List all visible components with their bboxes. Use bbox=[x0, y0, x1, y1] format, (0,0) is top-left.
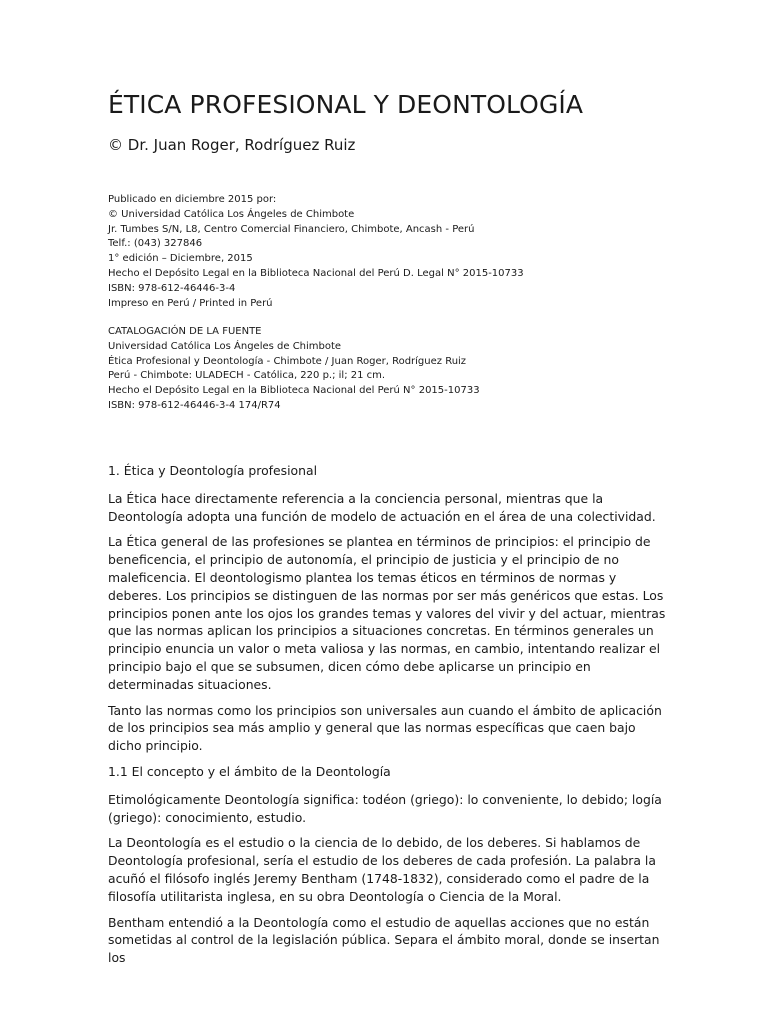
cataloging-info bbox=[108, 325, 480, 414]
publication-line: Telf.: (043) 327846 bbox=[108, 238, 203, 250]
cataloging-line: Universidad Católica Los Ángeles de Chimbote bbox=[108, 340, 342, 352]
cataloging-line: Hecho el Depósito Legal en la Biblioteca Nacional del Perú N° 2015-10733 bbox=[108, 385, 480, 397]
publication-line: Hecho el Depósito Legal en la Biblioteca Nacional del Perú D. Legal N° 2015-10733 bbox=[108, 267, 524, 279]
paragraph: La Ética hace directamente referencia a la conciencia personal, mientras que la Deontología adopta una función de modelo de actuación en el área de una colectividad. bbox=[108, 490, 656, 524]
author-line: © Dr. Juan Roger, Rodríguez Ruiz bbox=[108, 136, 356, 154]
publication-line: ISBN: 978-612-46446-3-4 bbox=[108, 282, 236, 294]
paragraph: La Deontología es el estudio o la ciencia de lo debido, de los deberes. Si hablamos de Deontología profesional, sería el estudio de los deberes de cada profesión. La palabra la acuñó el filósofo inglés Jeremy Bentham (1748-1832), considerado como el padre de la filosofía utilitarista inglesa, en su obra Deontología o Ciencia de la Moral. bbox=[108, 835, 656, 904]
publication-info bbox=[108, 193, 524, 311]
publication-line: © Universidad Católica Los Ángeles de Chimbote bbox=[108, 208, 355, 220]
cataloging-line: Perú - Chimbote: ULADECH - Católica, 220 p.; il; 21 cm. bbox=[108, 370, 386, 382]
paragraph: La Ética general de las profesiones se plantea en términos de principios: el principio de beneficencia, el principio de autonomía, el principio de justicia y el principio de no maleficencia. El deontologismo plantea los temas éticos en términos de normas y deberes. Los principios se distinguen de las normas por ser más genéricos que estas. Los principios ponen ante los ojos los grandes temas y valores del vivir y del actuar, mientras que las normas aplican los principios a situaciones concretas. En términos generales un principio enuncia un valor o meta valiosa y las normas, en cambio, intentando realizar el principio bajo el que se subsumen, dicen cómo debe aplicarse un principio en determinadas situaciones. bbox=[108, 534, 666, 692]
publication-line: Jr. Tumbes S/N, L8, Centro Comercial Financiero, Chimbote, Ancash - Perú bbox=[108, 223, 475, 235]
cataloging-line: ISBN: 978-612-46446-3-4 174/R74 bbox=[108, 399, 281, 411]
paragraph: Tanto las normas como los principios son universales aun cuando el ámbito de aplicación de los principios sea más amplio y general que las normas específicas que caen bajo dicho principio. bbox=[108, 702, 662, 754]
publication-line: Impreso en Perú / Printed in Perú bbox=[108, 297, 273, 309]
cataloging-line: CATALOGACIÓN DE LA FUENTE bbox=[108, 326, 262, 337]
paragraph: Etimológicamente Deontología significa: todéon (griego): lo conveniente, lo debido; logía (griego): conocimiento, estudio. bbox=[108, 791, 662, 825]
paragraph: Bentham entendió a la Deontología como el estudio de aquellas acciones que no están sometidas al control de la legislación pública. Separa el ámbito moral, donde se insertan los bbox=[108, 914, 660, 966]
document-title: ÉTICA PROFESIONAL Y DEONTOLOGÍA bbox=[108, 90, 584, 119]
document-body bbox=[108, 462, 668, 975]
section-heading: 1. Ética y Deontología profesional bbox=[108, 463, 318, 478]
publication-line: Publicado en diciembre 2015 por: bbox=[108, 194, 277, 205]
cataloging-line: Ética Profesional y Deontología - Chimbote / Juan Roger, Rodríguez Ruiz bbox=[108, 355, 467, 367]
subsection-heading: 1.1 El concepto y el ámbito de la Deontología bbox=[108, 763, 391, 779]
publication-line: 1° edición – Diciembre, 2015 bbox=[108, 253, 253, 265]
